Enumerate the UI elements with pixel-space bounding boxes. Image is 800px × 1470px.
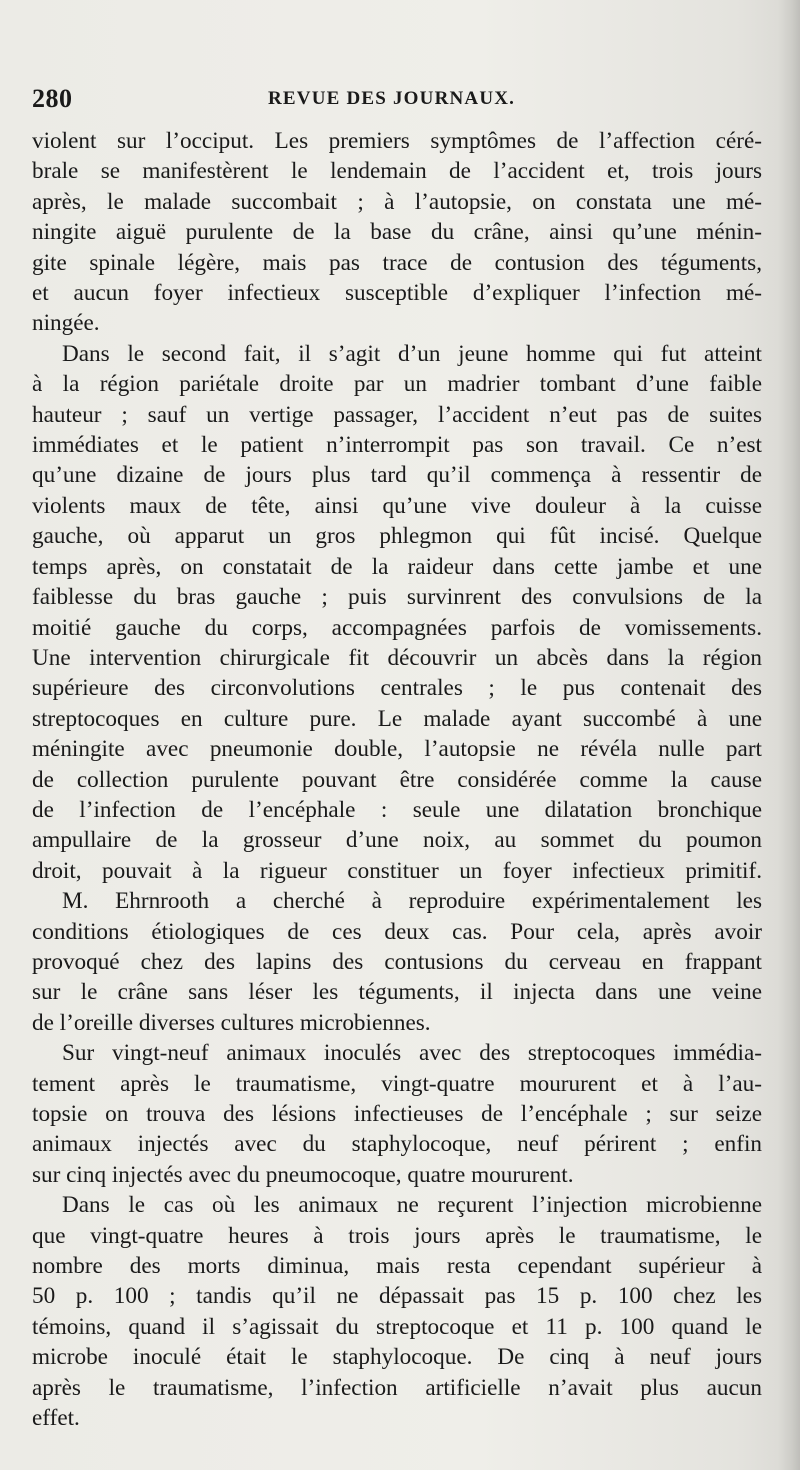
text-line: après, le malade succombait ; à l’autopsie, on constata une mé- [32,188,762,215]
text-line: Dans le cas où les animaux ne reçurent l’injection microbienne [62,1192,762,1219]
text-line: M. Ehrnrooth a cherché à reproduire expérimentalement les [62,888,762,915]
text-line: topsie on trouva des lésions infectieuses de l’encéphale ; sur seize [32,1101,762,1127]
text-line: provoqué chez des lapins des contusions du cerveau en frappant [32,948,762,975]
text-line: 50 p. 100 ; tandis qu’il ne dépassait pas 15 p. 100 chez les [32,1283,762,1310]
text-line: faiblesse du bras gauche ; puis survinrent des convulsions de la [32,584,762,611]
text-line: brale se manifestèrent le lendemain de l’accident et, trois jours [32,158,762,185]
page-number: 280 [32,84,73,113]
text-line: microbe inoculé était le staphylocoque. De cinq à neuf jours [32,1344,762,1371]
text-line: méningite avec pneumonie double, l’autopsie ne révéla nulle part [32,736,762,763]
text-line: ampullaire de la grosseur d’une noix, au sommet du poumon [32,827,762,854]
paragraph-3 [32,886,762,1038]
text-line: Dans le second fait, il s’agit d’un jeune homme qui fut atteint [62,340,762,367]
text-line: temps après, on constatait de la raideur dans cette jambe et une [32,553,762,580]
text-line: gite spinale légère, mais pas trace de contusion des téguments, [32,249,762,276]
text-line: sur le crâne sans léser les téguments, il injecta dans une veine [32,979,762,1006]
text-line: conditions étiologiques de ces deux cas. Pour cela, après avoir [32,918,762,945]
body-text [32,126,762,1433]
text-line: moitié gauche du corps, accompagnées parfois de vomissements. [32,614,762,641]
paragraph-2 [32,339,762,886]
text-line: sur cinq injectés avec du pneumocoque, quatre moururent. [32,1161,574,1188]
text-line: de l’oreille diverses cultures microbiennes. [32,1009,431,1036]
text-line: gauche, où apparut un gros phlegmon qui fût incisé. Quelque [32,523,762,550]
text-line: violent sur l’occiput. Les premiers symptômes de l’affection céré- [32,128,762,154]
text-line: immédiates et le patient n’interrompit pas son travail. Ce n’est [32,432,762,459]
text-line: droit, pouvait à la rigueur constituer un foyer infectieux primitif. [32,857,762,884]
text-line: Sur vingt-neuf animaux inoculés avec des streptocoques immédia- [62,1040,762,1067]
text-line: de l’infection de l’encéphale : seule une dilatation bronchique [32,796,762,823]
text-line: témoins, quand il s’agissait du streptocoque et 11 p. 100 quand le [32,1313,762,1340]
running-head [32,84,762,118]
text-line: Une intervention chirurgicale fit découvrir un abcès dans la région [32,644,762,671]
text-line: à la région pariétale droite par un madrier tombant d’une faible [32,371,762,398]
paragraph-5 [32,1190,762,1433]
journal-title: REVUE DES JOURNAUX. [268,88,516,109]
text-line: et aucun foyer infectieux susceptible d’expliquer l’infection mé- [32,280,762,307]
text-line: nombre des morts diminua, mais resta cependant supérieur à [32,1253,762,1280]
paragraph-1 [32,126,762,339]
text-line: tement après le traumatisme, vingt-quatre moururent et à l’au- [32,1070,762,1097]
text-line: après le traumatisme, l’infection artificielle n’avait plus aucun [32,1374,762,1401]
text-line: animaux injectés avec du staphylocoque, neuf périrent ; enfin [32,1131,762,1158]
text-line: effet. [32,1405,80,1432]
text-line: de collection purulente pouvant être considérée comme la cause [32,766,762,793]
text-line: ningée. [32,310,100,337]
text-line: que vingt-quatre heures à trois jours après le traumatisme, le [32,1222,762,1249]
text-line: violents maux de tête, ainsi qu’une vive douleur à la cuisse [32,492,762,519]
text-line: qu’une dizaine de jours plus tard qu’il commença à ressentir de [32,462,762,489]
text-line: streptocoques en culture pure. Le malade ayant succombé à une [32,705,762,732]
paragraph-4 [32,1038,762,1190]
text-line: ningite aiguë purulente de la base du crâne, ainsi qu’une ménin- [32,219,762,246]
text-line: supérieure des circonvolutions centrales ; le pus contenait des [32,675,762,702]
text-line: hauteur ; sauf un vertige passager, l’accident n’eut pas de suites [32,401,762,428]
